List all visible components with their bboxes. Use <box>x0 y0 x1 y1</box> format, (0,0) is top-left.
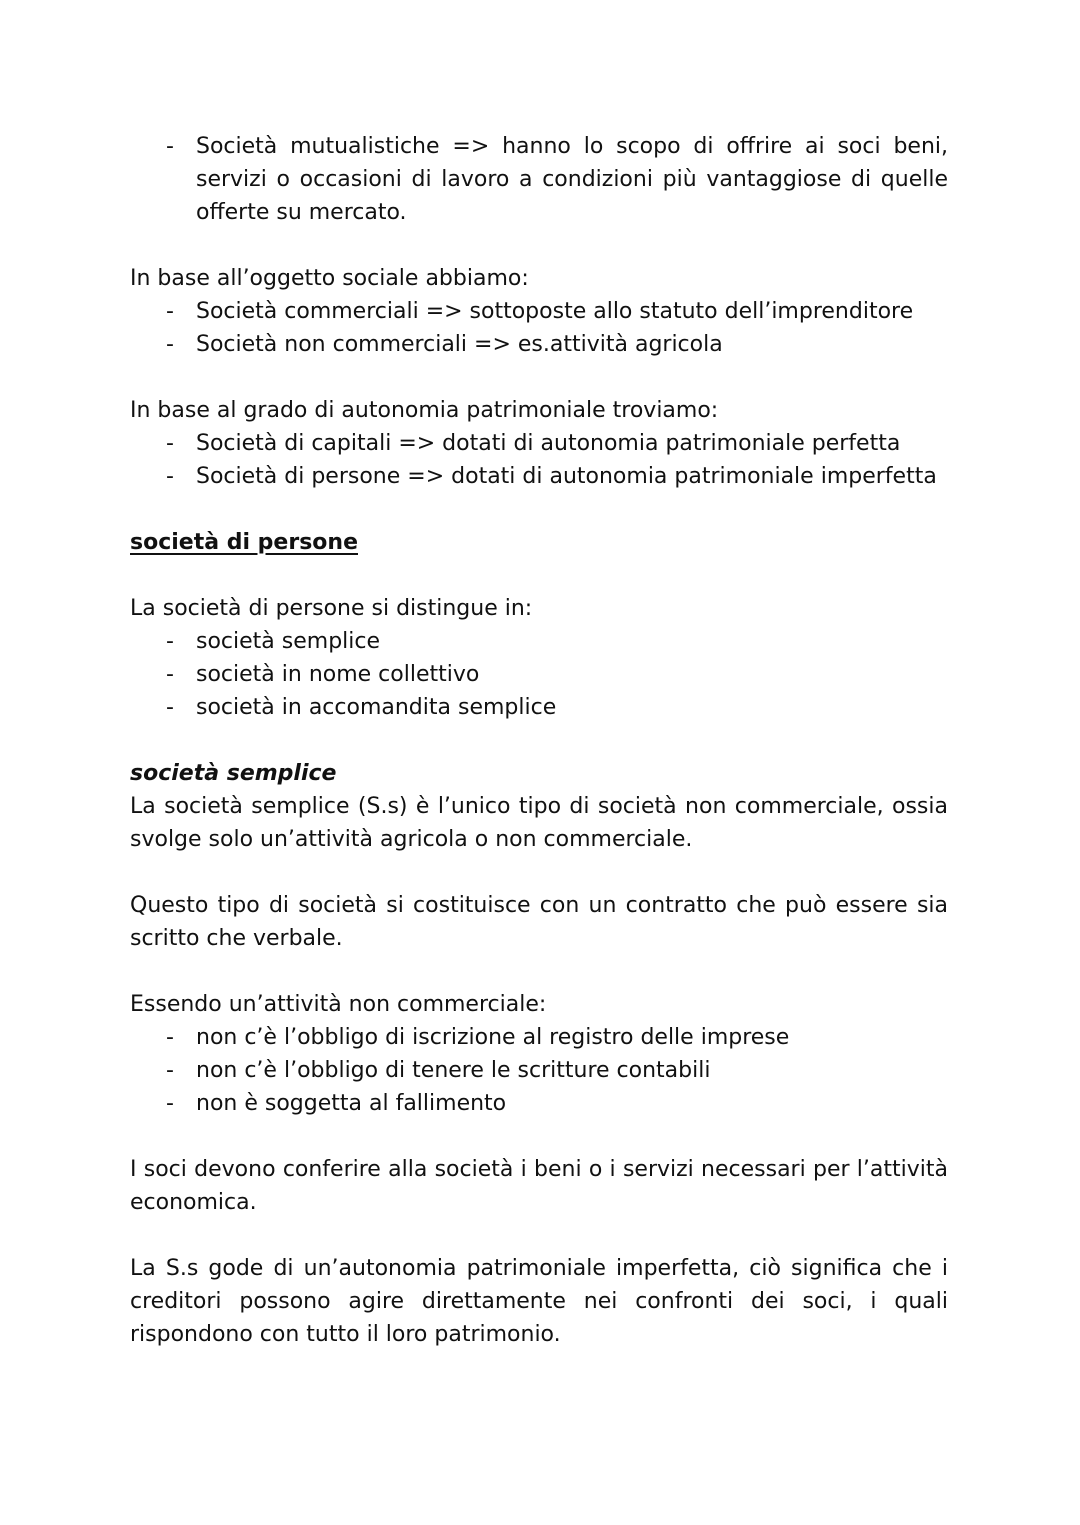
non-commerciale-intro: Essendo un’attività non commerciale: <box>130 992 547 1017</box>
list-item: - società in accomandita semplice <box>196 691 948 724</box>
persone-list <box>130 625 948 724</box>
paragraph: La società semplice (S.s) è l’unico tipo di società non commerciale, ossia svolge solo un’attività agricola o non commerciale. <box>130 794 948 852</box>
list-item: - società semplice <box>196 625 948 658</box>
spacer <box>130 856 948 889</box>
list-item: - Società di persone => dotati di autonomia patrimoniale imperfetta <box>196 460 948 493</box>
spacer <box>130 559 948 592</box>
mutualistic-list <box>130 130 948 229</box>
list-item: - non c’è l’obbligo di tenere le scritture contabili <box>196 1054 948 1087</box>
section-heading-persone: società di persone <box>130 530 358 555</box>
spacer <box>130 493 948 526</box>
oggetto-sociale-list <box>130 295 948 361</box>
list-item: - Società mutualistiche => hanno lo scopo di offrire ai soci beni, servizi o occasioni di lavoro a condizioni più vantaggiose di quelle offerte su mercato. <box>196 130 948 229</box>
spacer <box>130 1219 948 1252</box>
oggetto-sociale-intro: In base all’oggetto sociale abbiamo: <box>130 266 529 291</box>
list-item: - Società di capitali => dotati di autonomia patrimoniale perfetta <box>196 427 948 460</box>
list-item: - non è soggetta al fallimento <box>196 1087 948 1120</box>
list-item: - Società non commerciali => es.attività agricola <box>196 328 948 361</box>
spacer <box>130 1120 948 1153</box>
spacer <box>130 724 948 757</box>
section-heading-semplice: società semplice <box>130 761 337 786</box>
spacer <box>130 361 948 394</box>
list-item: - Società commerciali => sottoposte allo statuto dell’imprenditore <box>196 295 948 328</box>
spacer <box>130 229 948 262</box>
list-item: - società in nome collettivo <box>196 658 948 691</box>
list-item: - non c’è l’obbligo di iscrizione al registro delle imprese <box>196 1021 948 1054</box>
autonomia-list <box>130 427 948 493</box>
document-page <box>130 130 948 1351</box>
non-commerciale-list <box>130 1021 948 1120</box>
paragraph: I soci devono conferire alla società i beni o i servizi necessari per l’attività economica. <box>130 1157 948 1215</box>
persone-intro: La società di persone si distingue in: <box>130 596 533 621</box>
spacer <box>130 955 948 988</box>
paragraph: Questo tipo di società si costituisce con un contratto che può essere sia scritto che verbale. <box>130 893 948 951</box>
paragraph: La S.s gode di un’autonomia patrimoniale imperfetta, ciò significa che i creditori possono agire direttamente nei confronti dei soci, i quali rispondono con tutto il loro patrimonio. <box>130 1256 948 1347</box>
autonomia-intro: In base al grado di autonomia patrimoniale troviamo: <box>130 398 719 423</box>
